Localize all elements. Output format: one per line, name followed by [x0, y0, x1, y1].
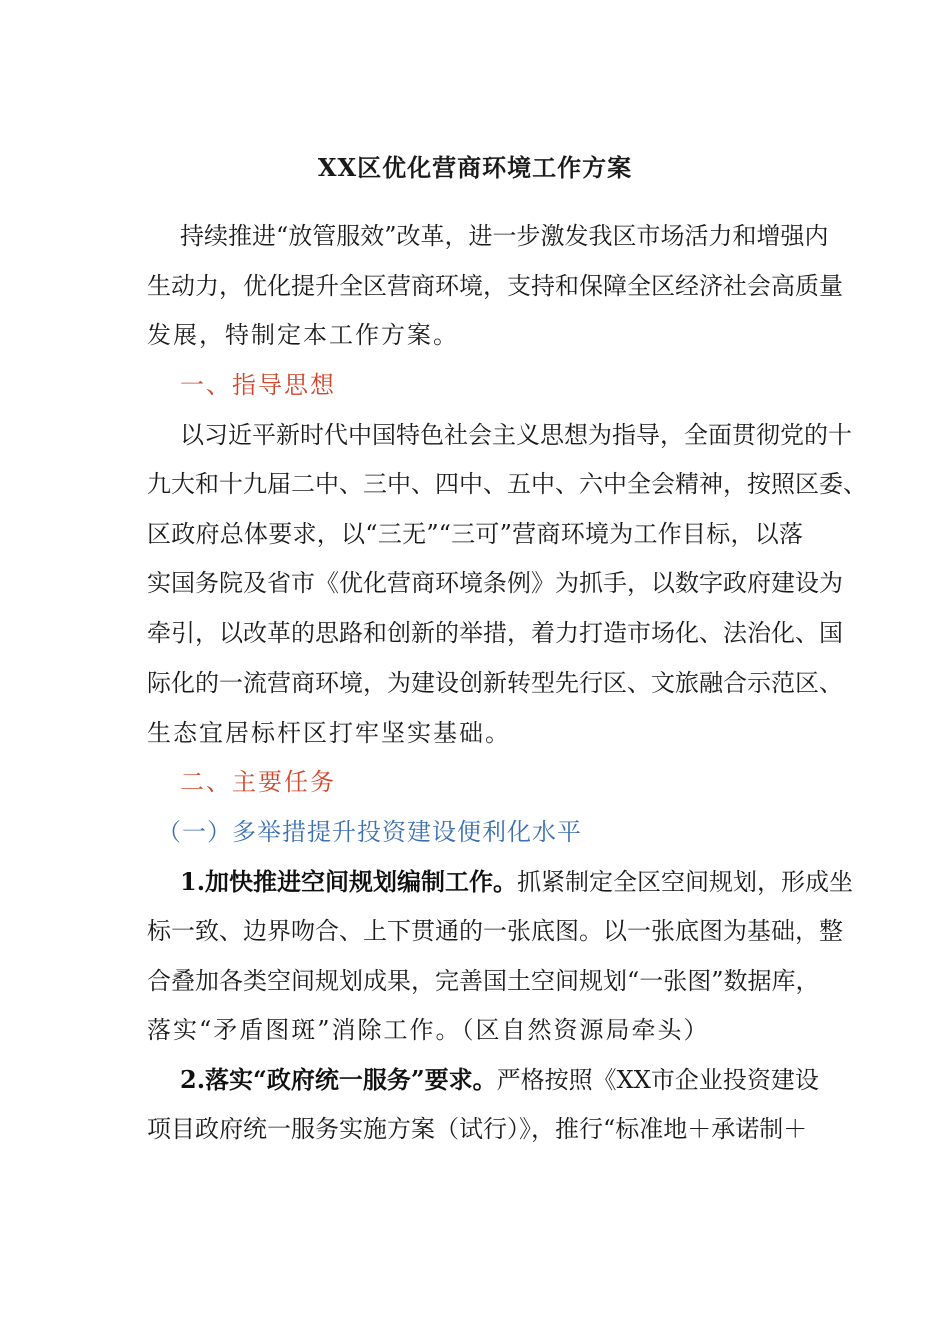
intro-line-1: 持续推进“放管服效”改革，进一步激发我区市场活力和增强内 [180, 222, 829, 250]
subsection-heading-investment: （一）多举措提升投资建设便利化水平 [157, 818, 582, 846]
section1-line-6: 际化的一流营商环境，为建设创新转型先行区、文旅融合示范区、 [147, 669, 843, 697]
item1-line-1 [180, 866, 854, 898]
item1-line-4: 落实“矛盾图斑”消除工作。（区自然资源局牵头） [147, 1016, 710, 1044]
section1-line-1: 以习近平新时代中国特色社会主义思想为指导，全面贯彻党的十 [180, 421, 852, 449]
document-title: XX区优化营商环境工作方案 [317, 153, 633, 182]
section1-line-7: 生态宜居标杆区打牢坚实基础。 [147, 719, 511, 747]
item2-line-2: 项目政府统一服务实施方案（试行）》，推行“标准地＋承诺制＋ [147, 1115, 808, 1143]
intro-line-3: 发展，特制定本工作方案。 [147, 321, 459, 349]
section-heading-guiding-thought: 一、指导思想 [180, 371, 336, 399]
item2-line-1-rest: 严格按照《XX市企业投资建设 [496, 1066, 819, 1094]
item1-line-3: 合叠加各类空间规划成果，完善国土空间规划“一张图”数据库， [147, 967, 820, 995]
item1-bold-lead: 1.加快推进空间规划编制工作。 [180, 867, 518, 896]
section1-line-4: 实国务院及省市《优化营商环境条例》为抓手，以数字政府建设为 [147, 569, 843, 597]
section1-line-2: 九大和十九届二中、三中、四中、五中、六中全会精神，按照区委、 [147, 470, 867, 498]
item2-bold-lead: 2.落实“政府统一服务”要求。 [180, 1065, 497, 1094]
intro-line-2: 生动力，优化提升全区营商环境，支持和保障全区经济社会高质量 [147, 272, 843, 300]
item1-line-2: 标一致、边界吻合、上下贯通的一张底图。以一张底图为基础，整 [147, 917, 843, 945]
section1-line-5: 牵引，以改革的思路和创新的举措，着力打造市场化、法治化、国 [147, 619, 843, 647]
item1-line-1-rest: 抓紧制定全区空间规划，形成坐 [517, 868, 854, 896]
section1-line-3: 区政府总体要求，以“三无”“三可”营商环境为工作目标，以落 [147, 520, 803, 548]
item2-line-1 [180, 1064, 819, 1096]
section-heading-main-tasks: 二、主要任务 [180, 768, 336, 796]
